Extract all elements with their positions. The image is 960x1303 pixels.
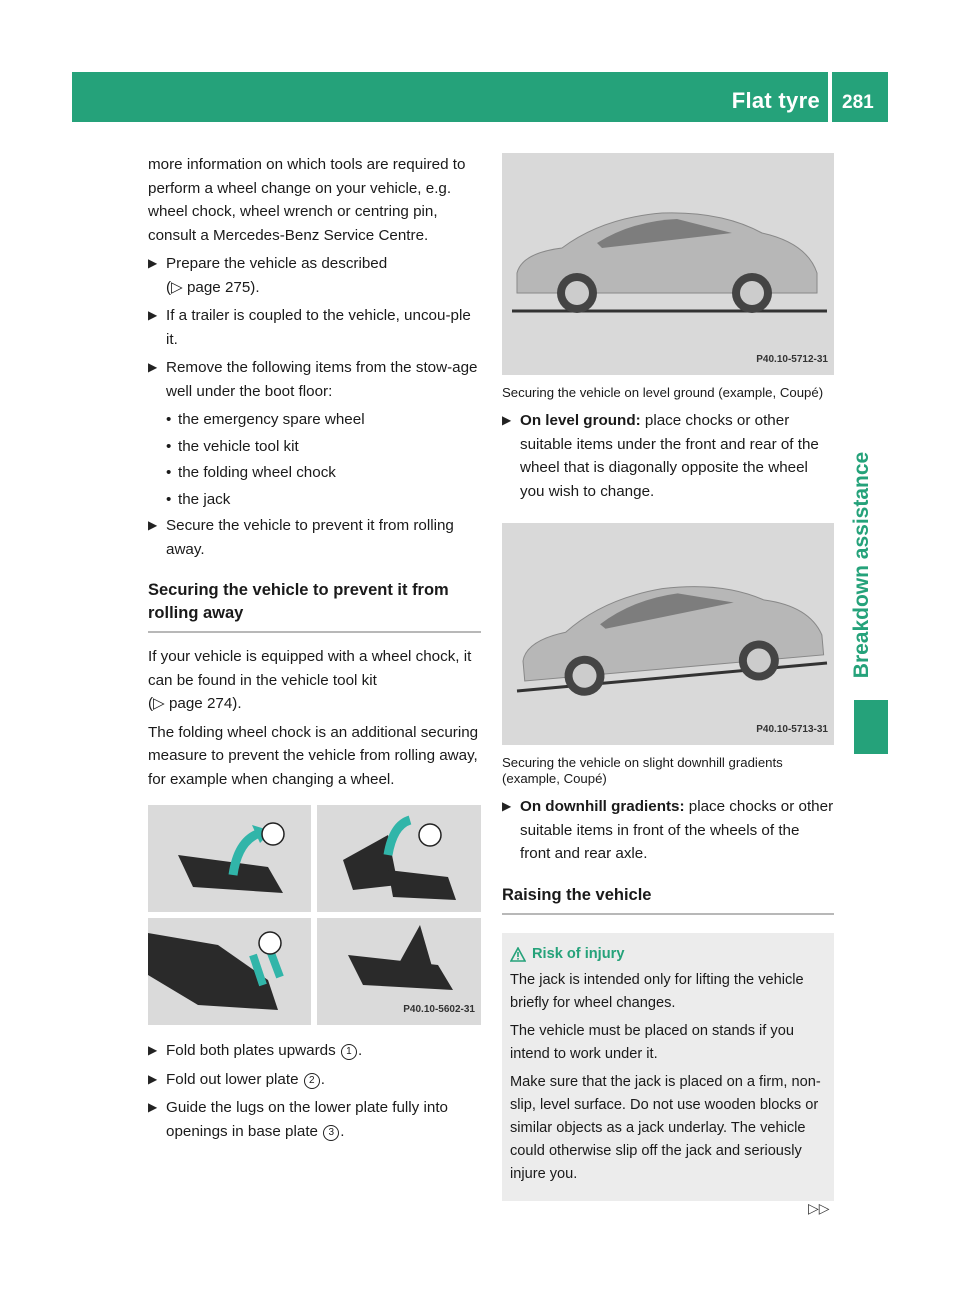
warning-text: The jack is intended only for lifting the vehicle briefly for wheel changes. <box>510 971 804 1011</box>
warning-text: Make sure that the jack is placed on a firm, non-slip, level surface. Do not use wooden blocks or similar objects as a jack underlay. The vehicle could otherwise slip off the jack and seriously injure you. <box>510 1073 821 1182</box>
figure-code: P40.10-5602-31 <box>403 1003 475 1015</box>
arrow-right-icon: ▶ <box>148 360 158 374</box>
figure-caption: Securing the vehicle on slight downhill gradients (example, Coupé) <box>502 755 783 786</box>
figure-code: P40.10-5712-31 <box>756 353 828 365</box>
list-item: • the jack <box>148 488 481 512</box>
left-column <box>148 153 481 1148</box>
right-column <box>502 153 834 1201</box>
warning-box <box>502 933 834 1201</box>
step-fold-1: ▶ Fold both plates upwards 1 . <box>148 1039 481 1063</box>
arrow-right-icon: ▶ <box>148 1043 158 1057</box>
figure-caption: Securing the vehicle on level ground (example, Coupé) <box>502 385 824 400</box>
callout-3: 3 <box>323 1125 339 1141</box>
list-item: • the folding wheel chock <box>148 461 481 485</box>
arrow-right-icon: ▶ <box>148 1100 158 1114</box>
figure-code: P40.10-5713-31 <box>756 723 828 735</box>
step-downhill: ▶ On downhill gradients: place chocks or other suitable items in front of the wheels of the front and rear axle. <box>502 795 834 866</box>
page-number: 281 <box>842 92 874 113</box>
section-title: Flat tyre <box>731 88 820 113</box>
warning-triangle-icon <box>510 947 526 962</box>
callout-2: 2 <box>304 1073 320 1089</box>
double-chevron-icon: ▷▷ <box>808 1200 830 1216</box>
step-prepare: ▶ Prepare the vehicle as described (▷ page 275). <box>148 252 481 299</box>
car-downhill-illustration <box>502 523 834 745</box>
arrow-right-icon: ▶ <box>148 308 158 322</box>
page-ref-link[interactable]: (▷ page 275). <box>166 278 260 296</box>
step-fold-3: ▶ Guide the lugs on the lower plate fully into openings in base plate 3 . <box>148 1096 481 1143</box>
page-ref-link[interactable]: (▷ page 274). <box>148 695 242 712</box>
intro-text: more information on which tools are required to perform a wheel change on your vehicle, e.g. wheel chock, wheel wrench or centring pin, consult a Mercedes-Benz Service Centre. <box>148 156 466 244</box>
side-tab <box>838 440 886 690</box>
car-downhill-figure <box>502 523 834 745</box>
step-remove: ▶ Remove the following items from the stow-age well under the boot floor: <box>148 356 481 403</box>
arrow-right-icon: ▶ <box>148 1071 158 1086</box>
step-level-ground: ▶ On level ground: place chocks or other suitable items under the front and rear of the wheel that is diagonally opposite the wheel you wish to change. <box>502 409 834 503</box>
list-item: • the vehicle tool kit <box>148 435 481 459</box>
step-fold-2: ▶ Fold out lower plate 2 . <box>148 1068 481 1092</box>
step-secure: ▶ Secure the vehicle to prevent it from rolling away. <box>148 514 481 561</box>
heading-securing: Securing the vehicle to prevent it from rolling away <box>148 579 481 633</box>
header-divider <box>828 72 832 122</box>
side-tab-marker <box>854 700 888 754</box>
wheel-chock-figure <box>148 805 481 1025</box>
warning-text: The vehicle must be placed on stands if you intend to work under it. <box>510 1022 794 1062</box>
list-item: • the emergency spare wheel <box>148 408 481 432</box>
arrow-right-icon: ▶ <box>148 256 158 270</box>
para-folding: The folding wheel chock is an additional securing measure to prevent the vehicle from rolling away, for example when changing a wheel. <box>148 723 479 788</box>
side-tab-label: Breakdown assistance <box>850 451 873 679</box>
warning-title: Risk of injury <box>510 943 826 966</box>
step-trailer: ▶ If a trailer is coupled to the vehicle, uncou-ple it. <box>148 304 481 351</box>
heading-raising: Raising the vehicle <box>502 884 834 915</box>
arrow-right-icon: ▶ <box>502 799 512 813</box>
callout-1: 1 <box>341 1044 357 1060</box>
arrow-right-icon: ▶ <box>502 413 512 427</box>
car-level-illustration <box>502 153 834 375</box>
wheel-chock-illustration <box>148 805 481 1025</box>
para-chock: If your vehicle is equipped with a wheel chock, it can be found in the vehicle tool kit (▷ page 274). <box>148 648 472 712</box>
arrow-right-icon: ▶ <box>148 518 158 532</box>
car-level-figure <box>502 153 834 375</box>
